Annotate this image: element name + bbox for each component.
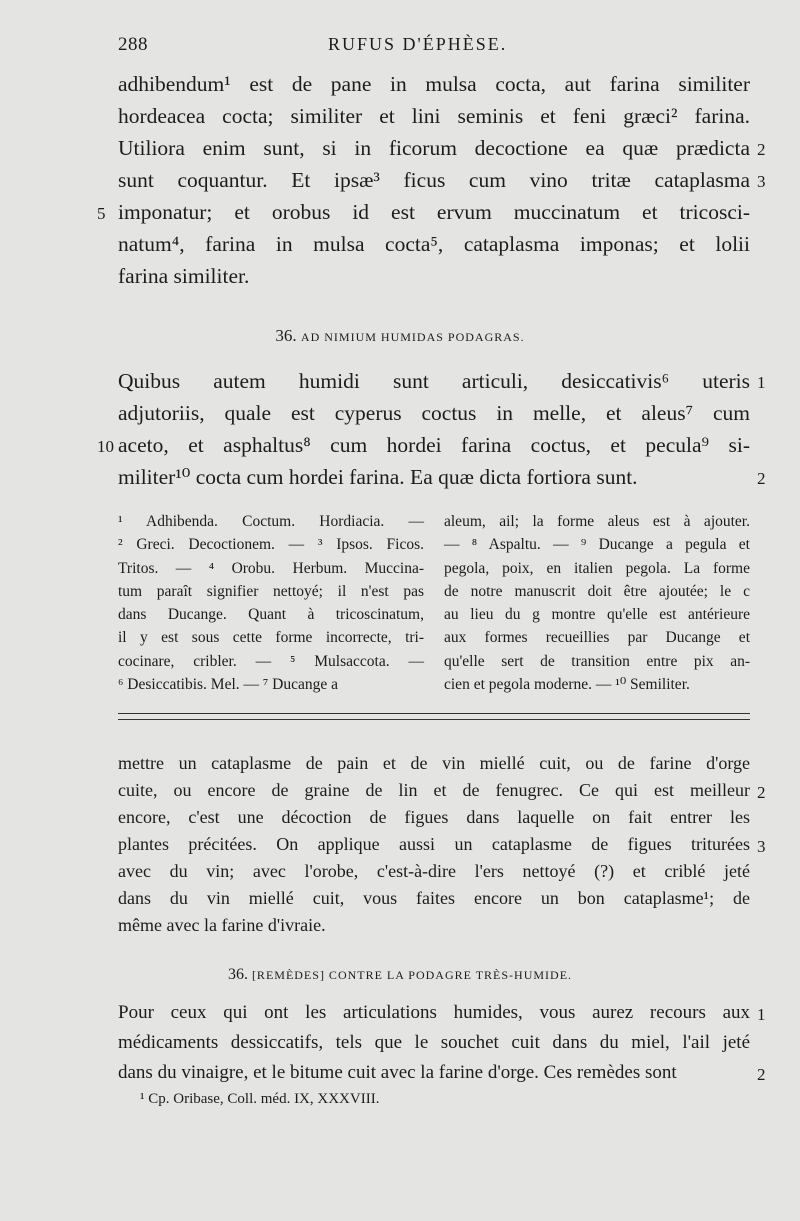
line-number-left: 5	[97, 204, 106, 223]
text-line: hordeacea cocta; similiter et lini seminis et feni græci² farina.	[118, 104, 750, 128]
separator-rule-bottom	[118, 719, 750, 720]
text-line: même avec la farine d'ivraie.	[118, 915, 326, 935]
line-number-right: 2	[757, 469, 766, 488]
line-number-right: 2	[757, 782, 766, 802]
text-line: mettre un cataplasme de pain et de vin miellé cuit, ou de farine d'orge	[118, 753, 750, 773]
note-line: Tritos. — ⁴ Orobu. Herbum. Muccina-	[118, 559, 424, 577]
text-line: aceto, et asphaltus⁸ cum hordei farina coctus, et pecula⁹ si-	[118, 433, 750, 457]
text-line: imponatur; et orobus id est ervum muccinatum et tricosci-	[118, 200, 750, 224]
note-line: pegola, poix, en italien pegola. La forme	[444, 559, 750, 577]
note-line: aux formes recueillies par Ducange et	[444, 629, 750, 647]
text-line: encore, c'est une décoction de figues dans laquelle on fait entrer les	[118, 807, 750, 827]
text-line: Utiliora enim sunt, si in ficorum decoctione ea quæ prædicta	[118, 136, 750, 160]
text-line: avec du vin; avec l'orobe, c'est-à-dire l'ers nettoyé (?) et criblé jeté	[118, 861, 750, 881]
apparatus-notes-right	[444, 510, 750, 696]
note-line: il y est sous cette forme incorrecte, tri-	[118, 629, 424, 647]
text-line: plantes précitées. On applique aussi un cataplasme de figues triturées	[118, 834, 750, 854]
french-section-number: 36.	[227, 966, 248, 983]
text-line: militer¹⁰ cocta cum hordei farina. Ea quæ dicta fortiora sunt.	[118, 465, 638, 489]
french-section-title	[0, 966, 800, 984]
note-line: aleum, ail; la forme aleus est à ajouter.	[444, 513, 750, 530]
latin-section-title	[0, 326, 800, 346]
text-line: sunt coquantur. Et ipsæ³ ficus cum vino tritæ cataplasma	[118, 168, 750, 192]
note-line: qu'elle sert de transition entre pix an-	[444, 652, 750, 670]
text-line: Quibus autem humidi sunt articuli, desiccativis⁶ uteris	[118, 369, 750, 393]
text-line: Pour ceux qui ont les articulations humides, vous aurez recours aux	[118, 1002, 750, 1023]
text-line: natum⁴, farina in mulsa cocta⁵, cataplasma imponas; et lolii	[118, 232, 750, 256]
line-number-left: 10	[97, 437, 114, 456]
page-header	[118, 34, 750, 60]
text-line: cuite, ou encore de graine de lin et de fenugrec. Ce qui est meilleur	[118, 780, 750, 800]
line-number-right: 2	[757, 1065, 766, 1084]
text-line: médicaments dessiccatifs, tels que le souchet cuit dans du miel, l'ail jeté	[118, 1032, 750, 1053]
note-line: dans Ducange. Quant à tricoscinatum,	[118, 606, 424, 624]
text-line: adhibendum¹ est de pane in mulsa cocta, aut farina similiter	[118, 72, 750, 96]
note-line: au lieu du g montre qu'elle est antérieure	[444, 606, 750, 624]
text-line: farina similiter.	[118, 264, 250, 288]
note-line: tum paraît signifier nettoyé; il n'est pas	[118, 582, 424, 600]
running-title: RUFUS D'ÉPHÈSE.	[328, 34, 508, 54]
note-line: ² Greci. Decoctionem. — ³ Ipsos. Ficos.	[118, 536, 424, 554]
text-line: adjutoriis, quale est cyperus coctus in melle, et aleus⁷ cum	[118, 401, 750, 425]
apparatus-notes-left	[118, 510, 424, 696]
note-line: — ⁸ Aspaltu. — ⁹ Ducange a pegula et	[444, 536, 750, 554]
line-number-right: 3	[757, 836, 766, 856]
footnote: ¹ Cp. Oribase, Coll. méd. IX, XXXVIII.	[140, 1091, 380, 1107]
note-line: ¹ Adhibenda. Coctum. Hordiacia. —	[118, 513, 424, 530]
line-number-right: 1	[757, 373, 766, 392]
text-line: dans du vinaigre, et le bitume cuit avec la farine d'orge. Ces remèdes sont	[118, 1062, 677, 1083]
text-line: dans du vin miellé cuit, vous faites encore un bon cataplasme¹; de	[118, 888, 750, 908]
line-number-right: 1	[757, 1005, 766, 1024]
latin-section-heading: AD NIMIUM HUMIDAS PODAGRAS.	[300, 330, 525, 344]
note-line: cien et pegola moderne. — ¹⁰ Semiliter.	[444, 676, 690, 694]
separator-rule-top	[118, 713, 750, 714]
latin-section-number: 36.	[275, 326, 297, 345]
french-paragraph-2	[118, 998, 750, 1088]
line-number-right: 3	[757, 172, 766, 191]
page-number: 288	[118, 34, 148, 55]
note-line: de notre manuscrit doit être ajoutée; le c	[444, 582, 750, 600]
latin-paragraph-1	[118, 68, 750, 292]
french-paragraph-1	[118, 750, 750, 939]
french-section-heading: [REMÈDES] CONTRE LA PODAGRE TRÈS-HUMIDE.	[251, 968, 573, 982]
latin-paragraph-2	[118, 365, 750, 493]
note-line: cocinare, cribler. — ⁵ Mulsaccota. —	[118, 652, 424, 670]
note-line: ⁶ Desiccatibis. Mel. — ⁷ Ducange a	[118, 676, 338, 694]
line-number-right: 2	[757, 140, 766, 159]
